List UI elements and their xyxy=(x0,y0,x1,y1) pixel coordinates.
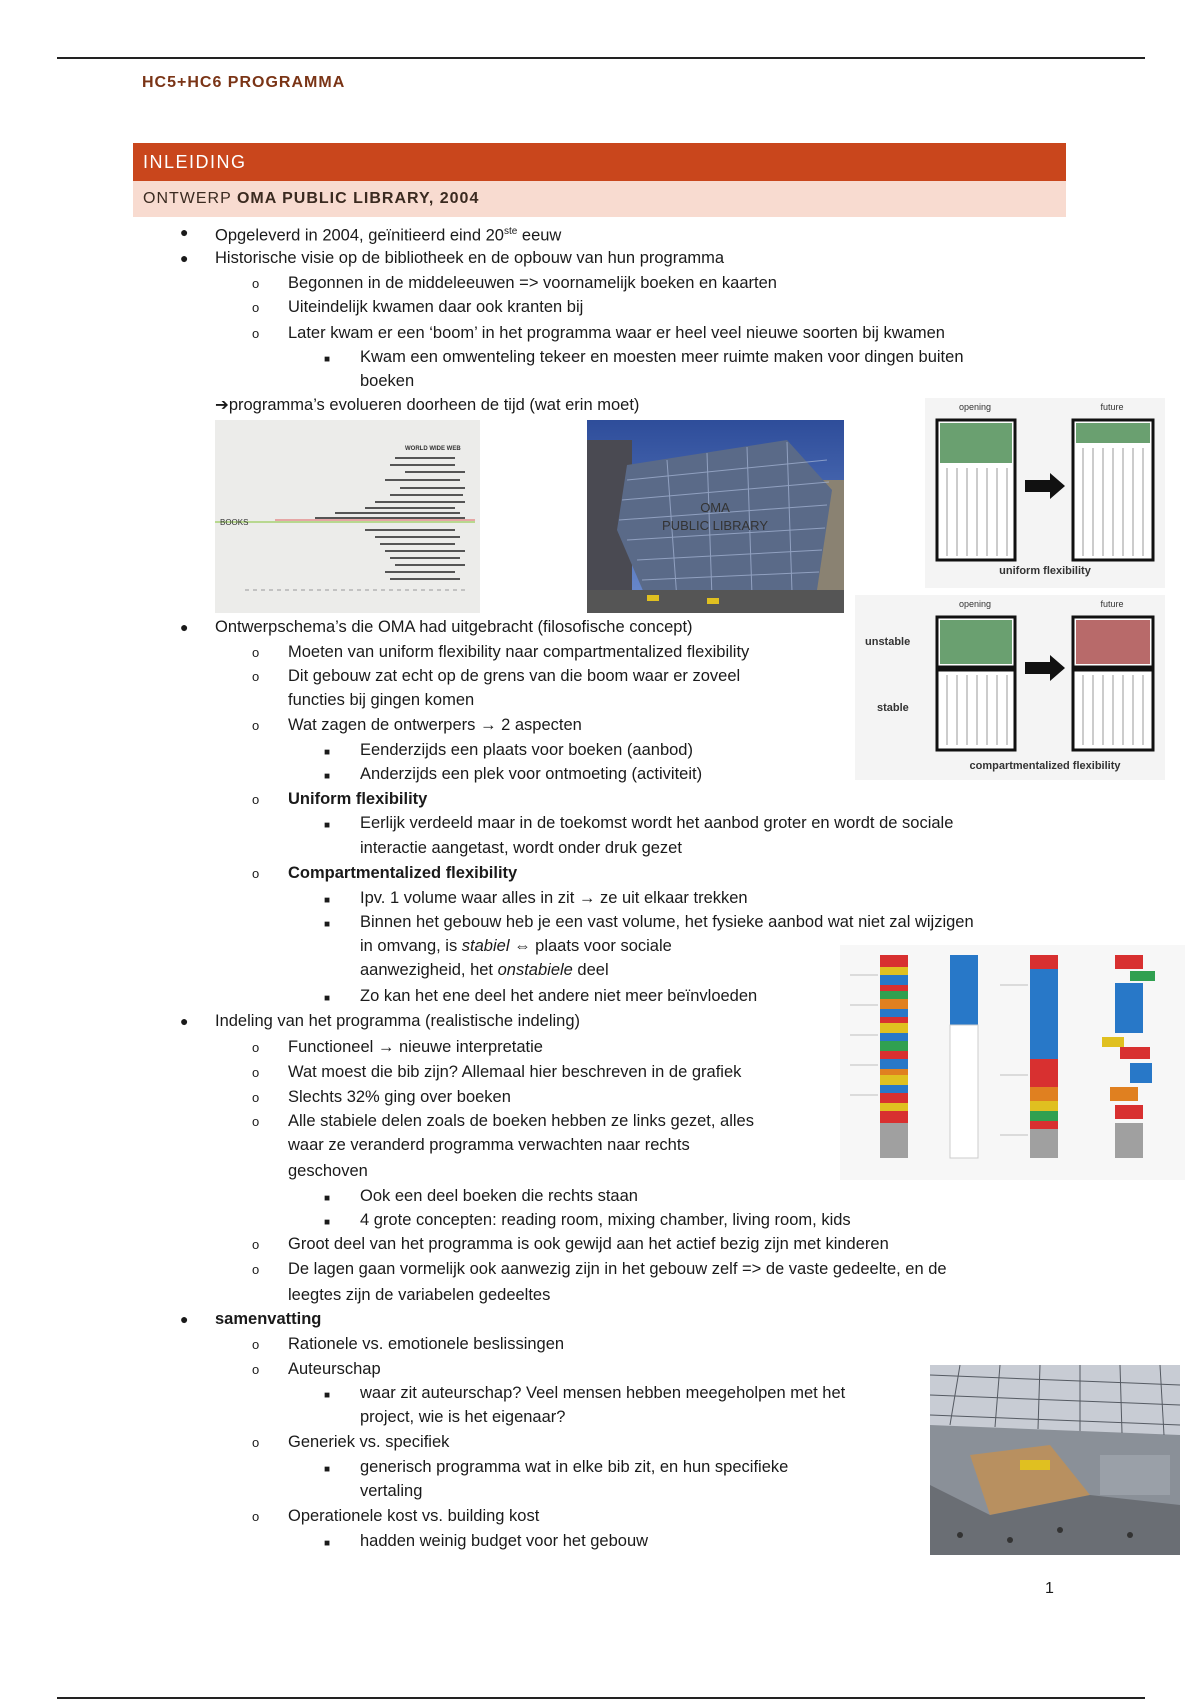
bullet-circle: o xyxy=(252,718,260,733)
bullet-square: ■ xyxy=(324,919,331,930)
subsection-prefix: ONTWERP xyxy=(143,190,232,207)
library-photo xyxy=(587,420,844,613)
compart-caption: compartmentalized flexibility xyxy=(969,760,1121,772)
bullet-circle: o xyxy=(252,1337,260,1352)
interior-photo-svg xyxy=(930,1365,1180,1555)
list-item-text: Later kwam er een ‘boom’ in het programma waar er heel veel nieuwe soorten bij kwamen xyxy=(288,324,945,342)
superscript: ste xyxy=(503,226,518,237)
list-item-text: samenvatting xyxy=(215,1310,322,1328)
compart-diagram-svg xyxy=(855,595,1165,780)
text: eeuw xyxy=(517,226,562,245)
list-item-text: 4 grote concepten: reading room, mixing chamber, living room, kids xyxy=(360,1211,851,1229)
list-item-text: Operationele kost vs. building kost xyxy=(288,1507,540,1525)
photo-caption-line2: PUBLIC LIBRARY xyxy=(662,518,768,533)
list-item-text: Ipv. 1 volume waar alles in zit → ze uit elkaar trekken xyxy=(360,889,748,907)
list-item-text: Eenderzijds een plaats voor boeken (aanbod) xyxy=(360,741,693,759)
list-item-text: project, wie is het eigenaar? xyxy=(360,1408,566,1426)
list-item-text xyxy=(360,935,672,957)
bullet-circle: o xyxy=(252,1090,260,1105)
bullet-circle: o xyxy=(252,276,260,291)
program-layers-svg xyxy=(840,945,1185,1180)
bullet-circle: o xyxy=(252,1065,260,1080)
timeline-left-label: BOOKS xyxy=(220,518,249,527)
bullet-square: ■ xyxy=(324,1193,331,1204)
uniform-diagram-svg xyxy=(925,398,1165,588)
top-rule xyxy=(57,57,1145,59)
list-item-text: Moeten van uniform flexibility naar compartmentalized flexibility xyxy=(288,643,750,661)
list-item-text: Indeling van het programma (realistische indeling) xyxy=(215,1012,581,1030)
section-heading: INLEIDING xyxy=(133,143,1066,181)
interior-photo xyxy=(930,1365,1180,1555)
list-item-text: functies bij gingen komen xyxy=(288,691,475,709)
list-item-text: interactie aangetast, wordt onder druk gezet xyxy=(360,839,682,857)
bullet-square: ■ xyxy=(324,771,331,782)
text: stabiel xyxy=(461,937,510,955)
bullet-square: ■ xyxy=(324,1538,331,1549)
list-item-text: Auteurschap xyxy=(288,1360,381,1378)
list-item-text: waar zit auteurschap? Veel mensen hebben meegeholpen met het xyxy=(360,1384,846,1402)
bullet-square: ■ xyxy=(324,895,331,906)
bullet-dot: ● xyxy=(180,1013,189,1029)
list-item-text: waar ze veranderd programma verwachten naar rechts xyxy=(288,1136,690,1154)
bullet-square: ■ xyxy=(324,993,331,1004)
text: in omvang, is xyxy=(360,937,462,955)
bullet-circle: o xyxy=(252,300,260,315)
timeline-figure xyxy=(215,420,480,613)
photo-caption-line1: OMA xyxy=(700,500,730,515)
bullet-dot: ● xyxy=(180,224,189,240)
list-item-text: Wat moest die bib zijn? Allemaal hier beschreven in de grafiek xyxy=(288,1063,742,1081)
list-item-text: Zo kan het ene deel het andere niet meer beïnvloeden xyxy=(360,987,758,1005)
list-item-text: boeken xyxy=(360,372,415,390)
bullet-square: ■ xyxy=(324,1464,331,1475)
program-layers-figure xyxy=(840,945,1185,1180)
list-item-text: De lagen gaan vormelijk ook aanwezig zijn in het gebouw zelf => de vaste gedeelte, en de xyxy=(288,1260,947,1278)
page-number: 1 xyxy=(1045,1580,1054,1597)
list-item-text: Binnen het gebouw heb je een vast volume, het fysieke aanbod wat niet zal wijzigen xyxy=(360,913,974,931)
list-item-text: Functioneel → nieuwe interpretatie xyxy=(288,1038,543,1056)
label-stable: stable xyxy=(877,702,909,714)
bullet-circle: o xyxy=(252,1262,260,1277)
label-future: future xyxy=(1100,599,1124,609)
list-item-text: Uniform flexibility xyxy=(288,790,428,808)
list-item-text: Dit gebouw zat echt op de grens van die boom waar er zoveel xyxy=(288,667,741,685)
bullet-circle: o xyxy=(252,669,260,684)
label-future: future xyxy=(1100,402,1124,412)
subsection-heading xyxy=(133,181,1066,217)
list-item-text: Groot deel van het programma is ook gewijd aan het actief bezig zijn met kinderen xyxy=(288,1235,889,1253)
list-item-text: Eerlijk verdeeld maar in de toekomst wordt het aanbod groter en wordt de sociale xyxy=(360,814,954,832)
list-item-text: Alle stabiele delen zoals de boeken hebben ze links gezet, alles xyxy=(288,1112,754,1130)
uniform-flexibility-diagram xyxy=(925,398,1165,588)
list-item-text: Slechts 32% ging over boeken xyxy=(288,1088,511,1106)
arrow-line xyxy=(215,394,639,416)
text: aanwezigheid, het xyxy=(360,961,498,979)
list-item-text: Begonnen in de middeleeuwen => voornamelijk boeken en kaarten xyxy=(288,274,777,292)
document-header: HC5+HC6 PROGRAMMA xyxy=(142,74,346,91)
bullet-circle: o xyxy=(252,1040,260,1055)
text: ⇔ plaats voor sociale xyxy=(509,937,672,955)
list-item-text: Compartmentalized flexibility xyxy=(288,864,518,882)
list-item-text: Kwam een omwenteling tekeer en moesten meer ruimte maken voor dingen buiten xyxy=(360,348,964,366)
list-item-text: Generiek vs. specifiek xyxy=(288,1433,450,1451)
timeline-top-label: WORLD WIDE WEB xyxy=(405,446,461,452)
bullet-dot: ● xyxy=(180,1311,189,1327)
list-item-text xyxy=(215,221,561,247)
compartmentalized-flexibility-diagram xyxy=(855,595,1165,780)
bullet-circle: o xyxy=(252,1237,260,1252)
list-item-text: Ook een deel boeken die rechts staan xyxy=(360,1187,638,1205)
label-opening: opening xyxy=(958,402,992,412)
column-original xyxy=(880,955,908,1158)
text: deel xyxy=(572,961,609,979)
library-photo-svg xyxy=(587,420,844,613)
bullet-square: ■ xyxy=(324,354,331,365)
text: Opgeleverd in 2004, geïnitieerd eind 20 xyxy=(215,226,504,245)
column-books xyxy=(950,955,978,1158)
text: programma’s evolueren doorheen de tijd (wat erin moet) xyxy=(228,396,640,414)
list-item-text: Uiteindelijk kwamen daar ook kranten bij xyxy=(288,298,584,316)
bullet-square: ■ xyxy=(324,747,331,758)
list-item-text xyxy=(360,959,609,981)
bullet-square: ■ xyxy=(324,1217,331,1228)
label-unstable: unstable xyxy=(865,636,911,648)
list-item-text: Rationele vs. emotionele beslissingen xyxy=(288,1335,565,1353)
list-item-text: Ontwerpschema’s die OMA had uitgebracht (filosofische concept) xyxy=(215,618,693,636)
arrow-right-icon: ➔ xyxy=(215,396,229,414)
list-item-text: geschoven xyxy=(288,1162,368,1180)
bullet-circle: o xyxy=(252,1509,260,1524)
list-item-text: leegtes zijn de variabelen gedeeltes xyxy=(288,1286,551,1304)
timeline-svg xyxy=(215,420,480,613)
bullet-circle: o xyxy=(252,792,260,807)
bullet-square: ■ xyxy=(324,1390,331,1401)
bullet-square: ■ xyxy=(324,820,331,831)
bullet-circle: o xyxy=(252,866,260,881)
bullet-dot: ● xyxy=(180,619,189,635)
bottom-rule xyxy=(57,1697,1145,1699)
bullet-circle: o xyxy=(252,645,260,660)
column-consolidation xyxy=(1030,955,1058,1158)
list-item-text: generisch programma wat in elke bib zit, en hun specifieke xyxy=(360,1458,789,1476)
uniform-caption: uniform flexibility xyxy=(999,565,1091,577)
list-item-text: vertaling xyxy=(360,1482,423,1500)
label-opening: opening xyxy=(958,599,992,609)
list-item-text: Anderzijds een plek voor ontmoeting (activiteit) xyxy=(360,765,703,783)
subsection-title: OMA PUBLIC LIBRARY, 2004 xyxy=(236,190,480,207)
bullet-dot: ● xyxy=(180,250,189,266)
bullet-circle: o xyxy=(252,1435,260,1450)
text: onstabiele xyxy=(497,961,573,979)
list-item-text: Historische visie op de bibliotheek en de opbouw van hun programma xyxy=(215,249,725,267)
bullet-circle: o xyxy=(252,1114,260,1129)
bullet-circle: o xyxy=(252,326,260,341)
list-item-text: Wat zagen de ontwerpers → 2 aspecten xyxy=(288,716,582,734)
list-item-text: hadden weinig budget voor het gebouw xyxy=(360,1532,649,1550)
bullet-circle: o xyxy=(252,1362,260,1377)
